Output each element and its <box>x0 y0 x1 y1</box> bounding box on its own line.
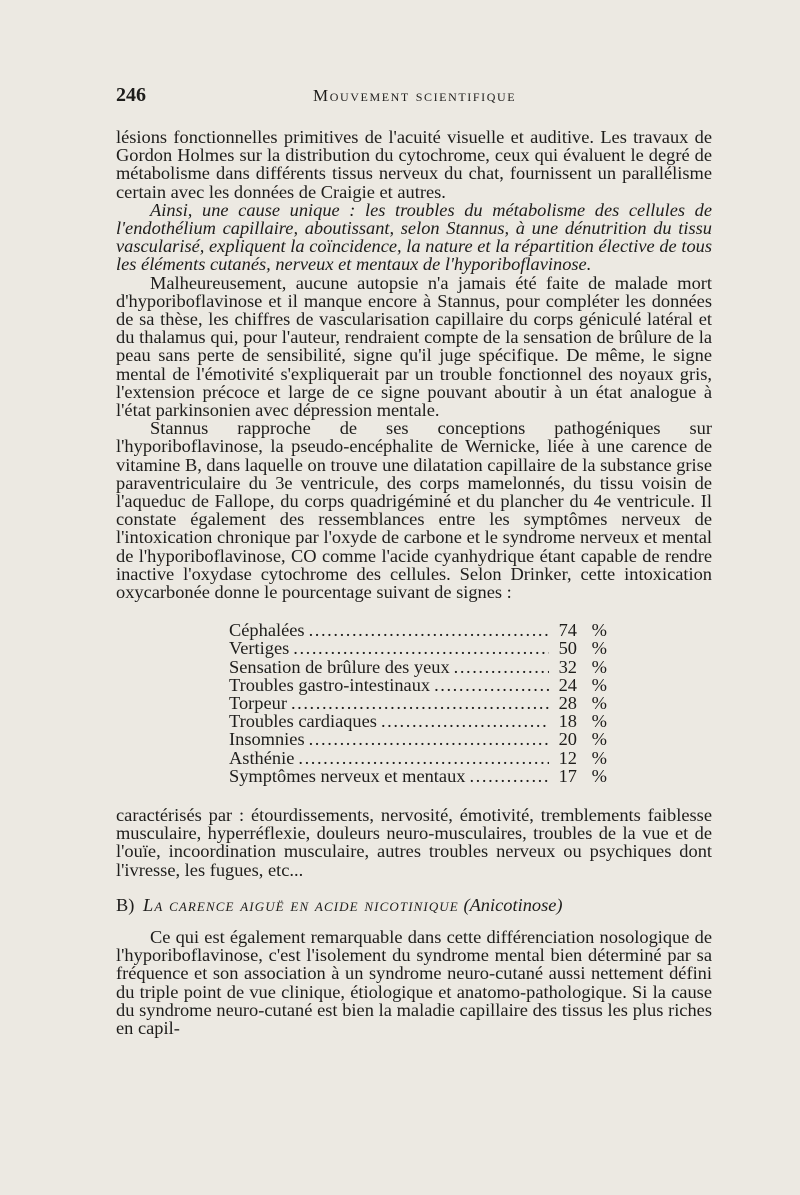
sign-label: Vertiges <box>229 638 290 659</box>
section-label: B) <box>116 894 135 915</box>
dot-leader <box>298 749 549 767</box>
paragraph-italic: Ainsi, une cause unique : les troubles du métabolisme des cellules de l'endothélium capillaire, aboutissant, selon Stannus, à une dénutrition du tissu vascularisé, expliquent la coïncidence, la nature et la répartition élective de tous les éléments cutanés, nerveux et mentaux de l'hyporiboflavinose. <box>116 199 712 275</box>
dot-leader <box>381 712 549 730</box>
sign-unit: % <box>591 693 607 714</box>
sign-unit: % <box>591 747 607 768</box>
section-title: La carence aiguë en acide nicotinique <box>143 894 459 915</box>
sign-label: Insomnies <box>229 729 305 750</box>
sign-row <box>229 694 607 712</box>
dot-leader <box>469 767 549 785</box>
paragraph: Ce qui est également remarquable dans cette différenciation nosologique de l'hyporiboflavinose, c'est l'isolement du syndrome mental bien déterminé par sa fréquence et son association à un syndrome neuro-cutané aussi nettement défini du triple point de vue clinique, étiologique et anatomo-pathologique. Si la cause du syndrome neuro-cutané est bien la maladie capillaire des tissus les plus riches en capil- <box>116 926 712 1038</box>
paragraph: caractérisés par : étourdissements, nervosité, émotivité, tremblements faiblesse musculaire, hyperréflexie, douleurs neuro-musculaires, troubles de la vue et de l'ouïe, incoordination musculaire, autres troubles nerveux ou psychiques dont l'ivresse, les fugues, etc... <box>116 804 712 880</box>
section-heading <box>116 896 712 914</box>
sign-value: 74 <box>558 620 577 641</box>
paragraph: Malheureusement, aucune autopsie n'a jamais été faite de malade mort d'hyporiboflavinose et il manque encore à Stannus, pour compléter les données de sa thèse, les chiffres de vascularisation capillaire du corps géniculé latéral et du thalamus qui, pour l'auteur, rendraient compte de la sensation de brûlure de la peau sans perte de sensibilité, signe qu'il juge spécifique. De même, le signe mental de l'émotivité s'expliquerait par un trouble fonctionnel des noyaux gris, l'extension précoce et large de ce signe pouvant aboutir à un état analogue à l'état parkinsonien avec dépression mentale. <box>116 272 712 421</box>
sign-row <box>229 712 607 730</box>
dot-leader <box>434 676 549 694</box>
sign-unit: % <box>591 765 607 786</box>
paragraph: Stannus rapproche de ses conceptions pathogéniques sur l'hyporiboflavinose, la pseudo-encéphalite de Wernicke, liée à une carence de vitamine B, dans laquelle on trouve une dilatation capillaire de la substance grise paraventriculaire du 3e ventricule, des corps mamelonnés, du tissu voisin de l'aqueduc de Fallope, du corps quadrigéminé et du plancher du 4e ventricule. Il constate également des ressemblances entre les symptômes nerveux de l'intoxication chronique par l'oxyde de carbone et le syndrome nerveux et mental de l'hyporiboflavinose, CO comme l'acide cyanhydrique étant capable de rendre inactive l'oxydase cytochrome des cellules. Selon Drinker, cette intoxication oxycarbonée donne le pourcentage suivant de signes : <box>116 418 712 603</box>
running-title: Mouvement scientifique <box>313 86 517 105</box>
sign-unit: % <box>591 656 607 677</box>
sign-unit: % <box>591 711 607 732</box>
sign-row <box>229 676 607 694</box>
sign-label: Asthénie <box>229 747 295 768</box>
signs-table <box>229 621 607 785</box>
sign-unit: % <box>591 638 607 659</box>
sign-row <box>229 730 607 748</box>
sign-row <box>229 767 607 785</box>
sign-value: 50 <box>558 638 577 659</box>
sign-label: Symptômes nerveux et mentaux <box>229 765 466 786</box>
sign-row <box>229 749 607 767</box>
dot-leader <box>309 730 549 748</box>
sign-row <box>229 621 607 639</box>
dot-leader <box>291 694 549 712</box>
sign-value: 24 <box>558 674 577 695</box>
sign-value: 17 <box>558 765 577 786</box>
body-text <box>116 128 712 1037</box>
section-subtitle: (Anicotinose) <box>463 894 563 915</box>
paragraph: lésions fonctionnelles primitives de l'acuité visuelle et auditive. Les travaux de Gordon Holmes sur la distribution du cytochrome, ceux qui évaluent le degré de métabolisme dans différents tissus nerveux du chat, fournissent un parallélisme certain avec les données de Craigie et autres. <box>116 127 712 202</box>
sign-label: Troubles gastro-intestinaux <box>229 674 431 695</box>
page-number: 246 <box>116 84 146 106</box>
sign-label: Sensation de brûlure des yeux <box>229 656 450 677</box>
page-header <box>116 84 712 112</box>
sign-unit: % <box>591 674 607 695</box>
sign-row <box>229 658 607 676</box>
sign-value: 28 <box>558 693 577 714</box>
sign-label: Troubles cardiaques <box>229 711 377 732</box>
dot-leader <box>454 658 549 676</box>
sign-value: 32 <box>558 656 577 677</box>
sign-label: Céphalées <box>229 620 305 641</box>
dot-leader <box>309 621 549 639</box>
sign-unit: % <box>591 620 607 641</box>
sign-value: 12 <box>558 747 577 768</box>
sign-label: Torpeur <box>229 693 287 714</box>
sign-value: 20 <box>558 729 577 750</box>
sign-unit: % <box>591 729 607 750</box>
sign-row <box>229 639 607 657</box>
dot-leader <box>293 639 549 657</box>
sign-value: 18 <box>558 711 577 732</box>
